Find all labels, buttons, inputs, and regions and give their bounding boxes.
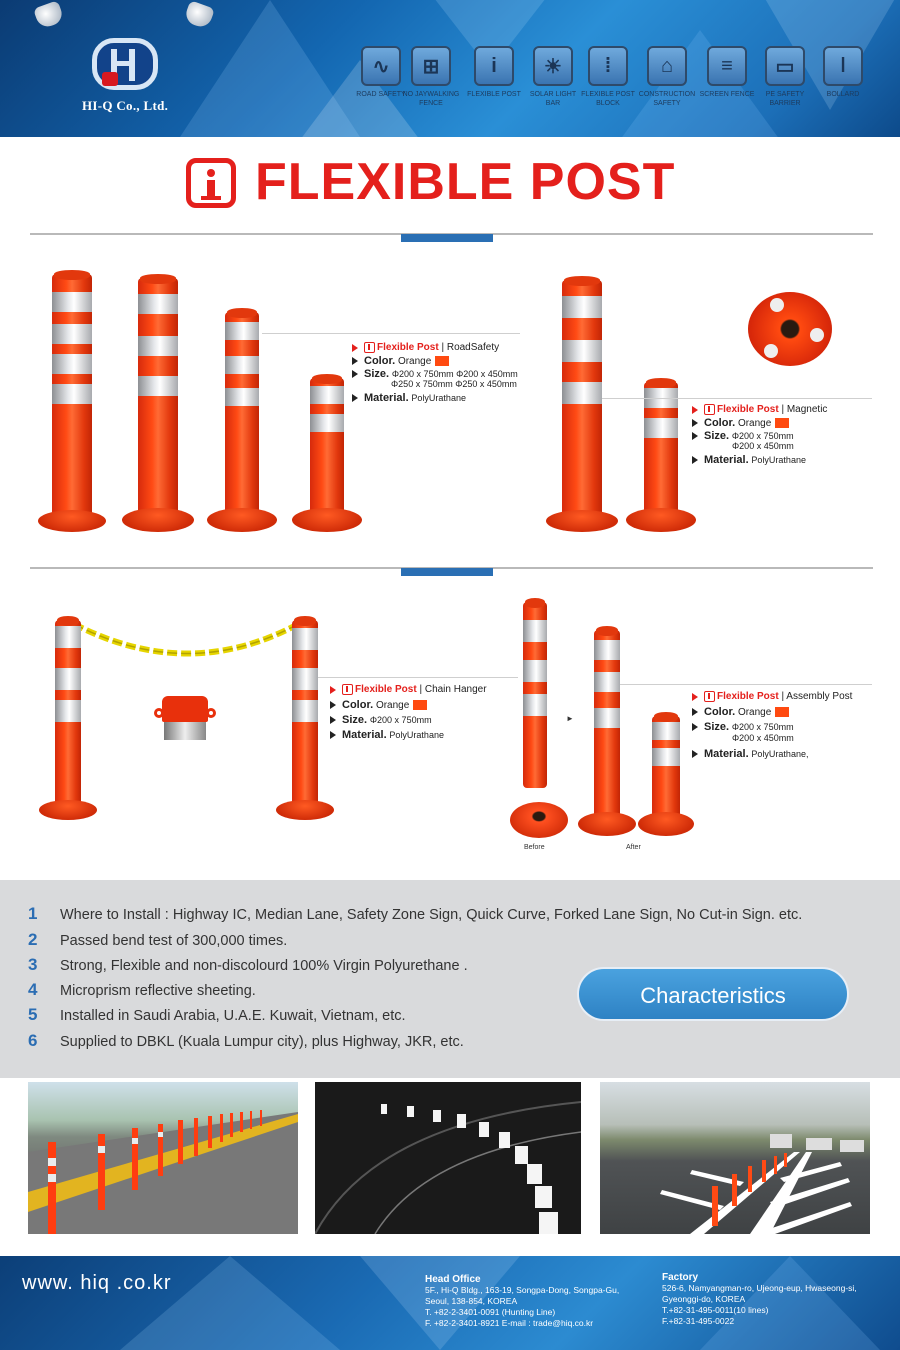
flexible-post-icon: i bbox=[474, 46, 514, 86]
barrier-icon: ▭ bbox=[765, 46, 805, 86]
nav-road-safety[interactable]: ∿ ROAD SAFETY bbox=[352, 46, 410, 99]
page-title: FLEXIBLE POST bbox=[255, 153, 676, 211]
color-swatch bbox=[775, 418, 789, 428]
list-item: 4 Microprism reflective sheeting. bbox=[28, 980, 256, 999]
product-image-post bbox=[292, 616, 318, 820]
product-image-post bbox=[562, 276, 602, 532]
screen-fence-icon: ≡ bbox=[707, 46, 747, 86]
divider-tab bbox=[401, 234, 493, 242]
arrow-icon: ► bbox=[566, 714, 574, 723]
company-logo[interactable] bbox=[72, 28, 182, 118]
header-banner bbox=[0, 0, 900, 137]
installation-photo-road bbox=[600, 1082, 870, 1234]
assembly-base-image bbox=[510, 802, 568, 838]
company-name: HI-Q Co., Ltd. bbox=[82, 98, 169, 113]
bollard-icon: ǀ bbox=[823, 46, 863, 86]
list-item: 5 Installed in Saudi Arabia, U.A.E. Kuwait, Vietnam, etc. bbox=[28, 1005, 406, 1024]
category-nav bbox=[352, 46, 872, 126]
color-swatch bbox=[435, 356, 449, 366]
product-image-post bbox=[138, 274, 178, 532]
color-swatch bbox=[413, 700, 427, 710]
product-image-post bbox=[52, 270, 92, 532]
list-item: 3 Strong, Flexible and non-discolourd 100% Virgin Polyurethane . bbox=[28, 955, 468, 974]
color-swatch bbox=[775, 707, 789, 717]
nav-screen-fence[interactable]: ≡ SCREEN FENCE bbox=[698, 46, 756, 99]
list-item: 1 Where to Install : Highway IC, Median Lane, Safety Zone Sign, Quick Curve, Forked Lane Sign, No Cut-in Sign. etc. bbox=[28, 904, 803, 923]
flexible-post-icon bbox=[704, 404, 715, 415]
construction-icon: ⌂ bbox=[647, 46, 687, 86]
website-link[interactable]: www. hiq .co.kr bbox=[22, 1272, 172, 1294]
factory-address: Factory 526-6, Namyangman-ro, Ujeong-eup, Hwaseong-si, Gyeonggi-do, KOREA T.+82-31-495-0011(10 lines) F.+82-31-495-0022 bbox=[662, 1272, 857, 1326]
road-safety-icon: ∿ bbox=[361, 46, 401, 86]
nav-flexible-post-block[interactable]: ⁞ FLEXIBLE POST BLOCK bbox=[579, 46, 637, 108]
product-image-post bbox=[652, 712, 680, 836]
head-office-address: Head Office 5F., Hi-Q Bldg., 163-19, Songpa-Dong, Songpa-Gu, Seoul, 138-854, KOREA T. +82-2-3401-0091 (Hunting Line) F. +82-2-3401-8921 E-mail : trade@hiq.co.kr bbox=[425, 1274, 620, 1328]
before-label: Before bbox=[524, 844, 545, 851]
nav-construction-safety[interactable]: ⌂ CONSTRUCTION SAFETY bbox=[638, 46, 696, 108]
list-item: 2 Passed bend test of 300,000 times. bbox=[28, 930, 288, 949]
product-image-post bbox=[644, 378, 678, 532]
chain-hanger-cap-image bbox=[162, 696, 208, 742]
magnetic-base-image bbox=[748, 292, 832, 366]
after-label: After bbox=[626, 844, 641, 851]
spec-roadsafety: Flexible Post | RoadSafety Color. Orange Size. Φ200 x 750mm Φ200 x 450mm Φ250 x 750mm Φ250 x 450mm Material. PolyUrathane bbox=[352, 342, 532, 405]
solar-light-icon: ☀ bbox=[533, 46, 573, 86]
chain-image bbox=[70, 612, 310, 662]
spec-magnetic: Flexible Post | Magnetic Color. Orange Size. Φ200 x 750mm Φ200 x 450mm Material. PolyUrathane bbox=[692, 404, 872, 467]
flexible-post-icon bbox=[342, 684, 353, 695]
divider-tab bbox=[401, 568, 493, 576]
flexible-post-icon bbox=[364, 342, 375, 353]
product-image-post bbox=[310, 374, 344, 532]
nav-bollard[interactable]: ǀ BOLLARD bbox=[814, 46, 872, 99]
spotlight-icon bbox=[33, 0, 65, 30]
characteristics-button[interactable]: Characteristics bbox=[577, 967, 849, 1021]
nav-no-jaywalking-fence[interactable]: ⊞ NO JAYWALKING FENCE bbox=[402, 46, 460, 108]
footer bbox=[0, 1256, 900, 1350]
product-image-post bbox=[523, 598, 547, 788]
title-row bbox=[0, 152, 900, 216]
installation-photo-highway bbox=[28, 1082, 298, 1234]
installation-photo-night bbox=[315, 1082, 581, 1234]
nav-solar-light-bar[interactable]: ☀ SOLAR LIGHT BAR bbox=[524, 46, 582, 108]
flexible-post-icon bbox=[186, 158, 236, 208]
fence-icon: ⊞ bbox=[411, 46, 451, 86]
product-image-post bbox=[225, 308, 259, 532]
list-item: 6 Supplied to DBKL (Kuala Lumpur city), plus Highway, JKR, etc. bbox=[28, 1031, 464, 1050]
nav-pe-safety-barrier[interactable]: ▭ PE SAFETY BARRIER bbox=[756, 46, 814, 108]
spec-chain-hanger: Flexible Post | Chain Hanger Color. Orange Size. Φ200 x 750mm Material. PolyUrathane bbox=[330, 684, 510, 742]
flexible-post-icon bbox=[704, 691, 715, 702]
product-image-post bbox=[55, 616, 81, 820]
product-image-post bbox=[594, 626, 620, 836]
post-block-icon: ⁞ bbox=[588, 46, 628, 86]
nav-flexible-post[interactable]: i FLEXIBLE POST bbox=[465, 46, 523, 99]
spec-assembly: Flexible Post | Assembly Post Color. Orange Size. Φ200 x 750mm Φ200 x 450mm Material. PolyUrathane, bbox=[692, 691, 872, 761]
